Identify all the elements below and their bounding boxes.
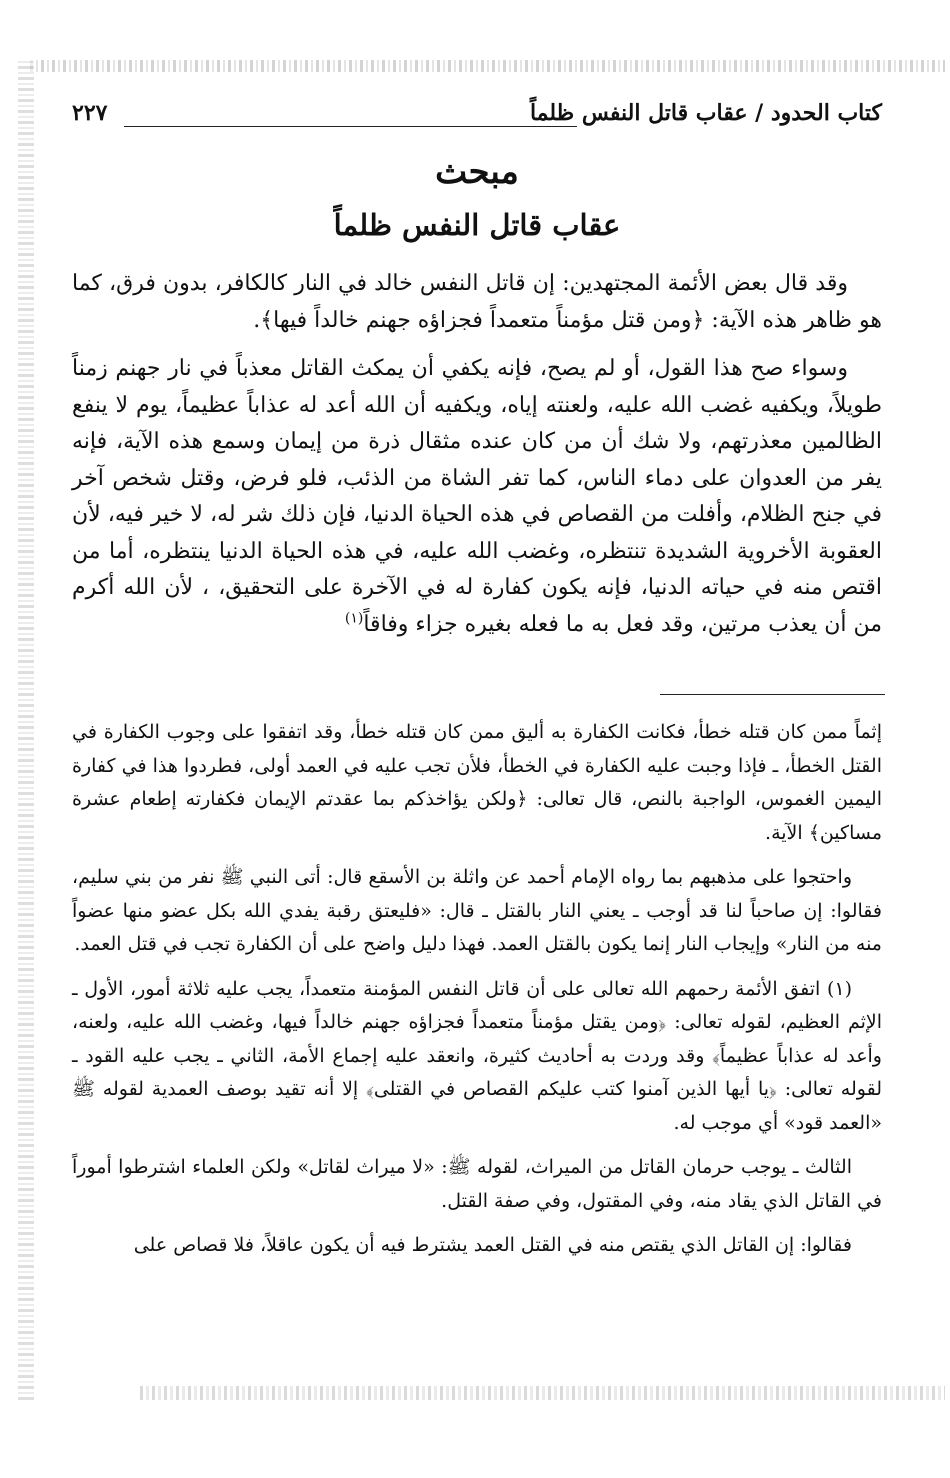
footnote-one: (١) اتفق الأئمة رحمهم الله تعالى على أن قاتل النفس المؤمنة متعمداً، يجب عليه ثلاثة أمور، الأول ـ الإثم العظيم، لقوله تعالى: ﴿ومن يقتل مؤمناً متعمداً فجزاؤه جهنم خالداً فيها، وغضب الله عليه، ولعنه، وأعد له عذاباً عظيماً﴾ وقد وردت به أحاديث كثيرة، وانعقد عليه إجماع الأمة، الثاني ـ يجب عليه القود ـ لقوله تعالى: ﴿يا أيها الذين آمنوا كتب عليكم القصاص في القتلى﴾ إلا أنه تقيد بوصف العمدية لقوله ﷺ «العمد قود» أي موجب له. xyxy=(72,977,882,1134)
footnote-marker: (١) xyxy=(344,610,364,627)
scan-border-left xyxy=(18,60,34,1400)
body-paragraph-2 xyxy=(72,351,882,643)
footnote-continuation: إثماً ممن كان قتله خطأ، فكانت الكفارة به أليق ممن كان قتله خطأ، وقد اتفقوا على وجوب الكفارة في القتل الخطأ، ـ فإذا وجبت عليه الكفارة في الخطأ، فلأن تجب عليه في العمد أولى، فطردوا هذا في كفارة اليمين الغموس، الواجبة بالنص، قال تعالى: ﴿ولكن يؤاخذكم بما عقدتم الإيمان فكفارته إطعام عشرة مساكين﴾ الآية. xyxy=(72,721,882,844)
scan-border-bottom xyxy=(140,1386,945,1400)
main-text xyxy=(72,266,882,655)
body-paragraph-2-text: وسواء صح هذا القول، أو لم يصح، فإنه يكفي أن يمكث القاتل معذباً في نار جهنم زمناً طويلاً، ويكفيه غضب الله عليه، ولعنته إياه، ويكفيه أن الله أعد له عذاباً عظيماً، يوم لا ينفع الظالمين معذرتهم، ولا شك أن من كان عنده مثقال ذرة من إيمان وسمع هذه الآية، فإنه يفر من العدوان على دماء الناس، كما تفر الشاة من الذئب، فلو فرض، وقتل شخص آخر في جنح الظلام، وأفلت من القصاص في هذه الحياة الدنيا، فإن ذلك شر له، لا خير فيه، لأن العقوبة الأخروية الشديدة تنتظره، وغضب الله عليه، في هذه الحياة الدنيا ينتظره، أما من اقتص منه في حياته الدنيا، فإنه يكون كفارة له في الآخرة على التحقيق، ، لأن الله أكرم من أن يعذب مرتين، وقد فعل به ما فعله بغيره جزاء وفاقاً xyxy=(72,356,882,637)
footnotes xyxy=(72,716,882,1274)
footnote-final: فقالوا: إن القاتل الذي يقتص منه في القتل العمد يشترط فيه أن يكون عاقلاً، فلا قصاص على xyxy=(133,1234,852,1256)
running-title: كتاب الحدود / عقاب قاتل النفس ظلماً xyxy=(529,100,882,126)
footnote-evidence: واحتجوا على مذهبهم بما رواه الإمام أحمد عن واثلة بن الأسقع قال: أتى النبي ﷺ نفر من بني سليم، فقالوا: إن صاحباً لنا قد أوجب ـ يعني النار بالقتل ـ قال: «فليعتق رقبة يفدي الله بكل عضو منها عضواً منه من النار» وإيجاب النار إنما يكون بالقتل العمد. فهذا دليل واضح على أن الكفارة تجب في قتل العمد. xyxy=(72,866,882,955)
page-number: ٢٢٧ xyxy=(72,100,108,126)
section-label: مبحث xyxy=(435,152,519,192)
footnote-third: الثالث ـ يوجب حرمان القاتل من الميراث، لقوله ﷺ: «لا ميراث لقاتل» ولكن العلماء اشترطوا أموراً في القاتل الذي يقاد منه، وفي المقتول، وفي صفة القتل. xyxy=(72,1156,882,1212)
section-title: عقاب قاتل النفس ظلماً xyxy=(333,208,621,242)
body-paragraph-1: وقد قال بعض الأئمة المجتهدين: إن قاتل النفس خالد في النار كالكافر، بدون فرق، كما هو ظاهر هذه الآية: ﴿ومن قتل مؤمناً متعمداً فجزاؤه جهنم خالداً فيها﴾. xyxy=(72,271,882,333)
scan-border-top xyxy=(30,60,945,72)
header-rule xyxy=(124,126,577,127)
footnote-divider xyxy=(660,694,885,695)
page-header xyxy=(72,100,882,138)
